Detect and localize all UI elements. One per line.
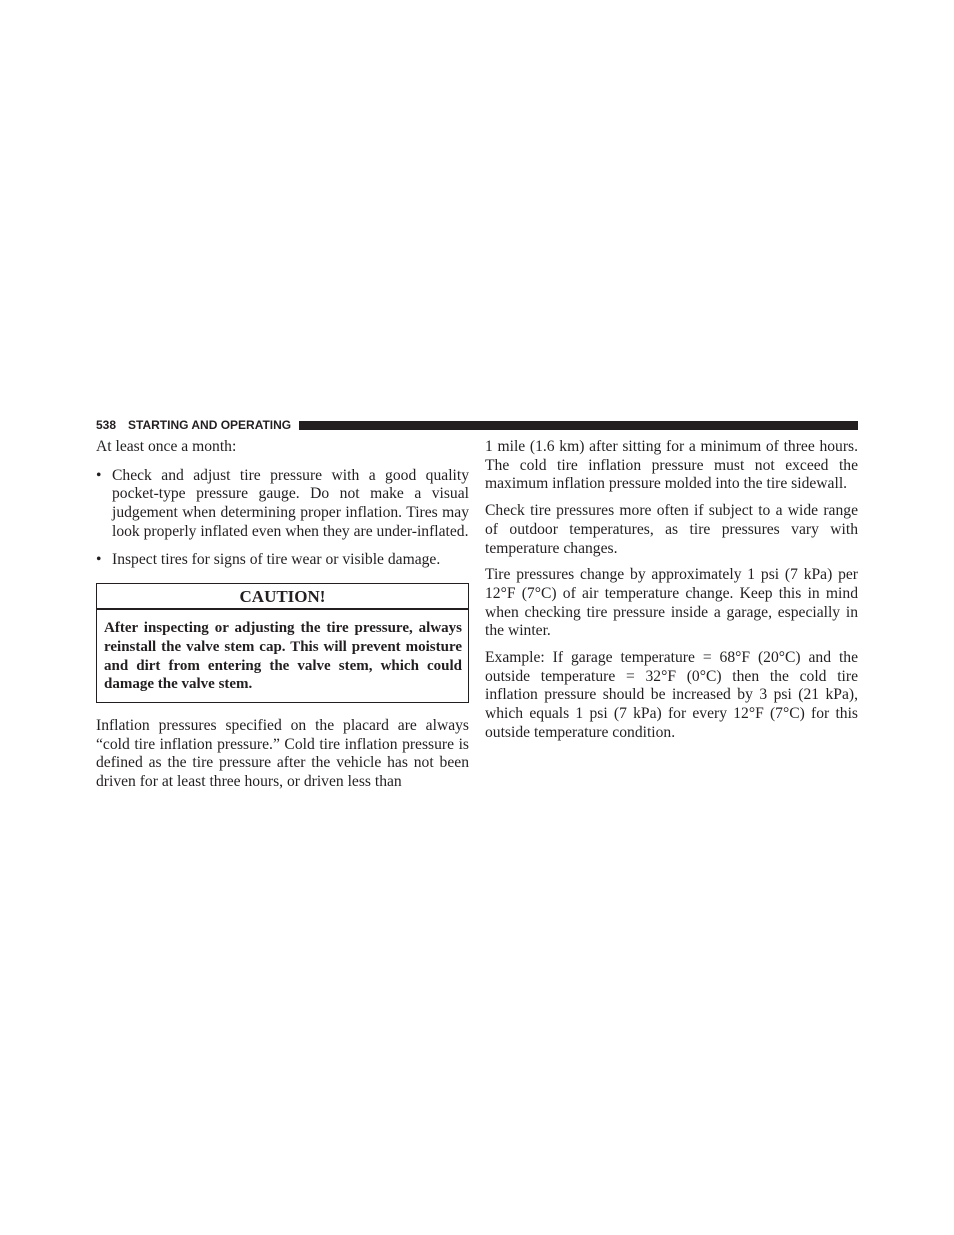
caution-body: After inspecting or adjusting the tire pressure, always reinstall the valve stem cap. This will prevent moisture and dirt from entering the valve stem, which could damage the valve stem. xyxy=(104,620,462,693)
list-item xyxy=(96,551,469,570)
body-paragraph: Inflation pressures specified on the placard are always “cold tire inflation pressure.” Cold tire inflation pressure is defined as the tire pressure after the vehicle has not been driven for at least three hours, or driven less than xyxy=(96,717,469,791)
intro-text: At least once a month: xyxy=(96,438,237,455)
bullet-list xyxy=(96,467,469,570)
bullet-text: Check and adjust tire pressure with a good quality pocket-type pressure gauge. Do not make a visual judgement when determining proper inflation. Tires may look properly inflated even when they are under-inflated. xyxy=(112,466,469,540)
body-paragraph: 1 mile (1.6 km) after sitting for a minimum of three hours. The cold tire inflation pressure must not exceed the maximum inflation pressure molded into the tire sidewall. xyxy=(485,438,858,493)
body-paragraph: Tire pressures change by approximately 1 psi (7 kPa) per 12°F (7°C) of air temperature change. Keep this in mind when checking tire pressure inside a garage, especially in the winter. xyxy=(485,566,858,640)
header-rule xyxy=(299,421,858,430)
right-column xyxy=(485,438,858,751)
caution-title: CAUTION! xyxy=(97,584,468,610)
bullet-icon: • xyxy=(96,550,102,568)
page-header xyxy=(96,417,858,433)
bullet-text: Inspect tires for signs of tire wear or visible damage. xyxy=(112,550,441,568)
body-paragraph: Example: If garage temperature = 68°F (20°C) and the outside temperature = 32°F (0°C) then the cold tire inflation pressure should be increased by 3 psi (21 kPa), which equals 1 psi (7 kPa) for every 12°F (7°C) for this outside temperature condition. xyxy=(485,649,858,741)
list-item xyxy=(96,467,469,542)
caution-box xyxy=(96,583,469,703)
section-title: STARTING AND OPERATING xyxy=(128,418,292,432)
page-number: 538 xyxy=(96,418,117,432)
bullet-icon: • xyxy=(96,466,102,484)
left-column xyxy=(96,438,469,801)
body-paragraph: Check tire pressures more often if subject to a wide range of outdoor temperatures, as tire pressures vary with temperature changes. xyxy=(485,502,858,557)
